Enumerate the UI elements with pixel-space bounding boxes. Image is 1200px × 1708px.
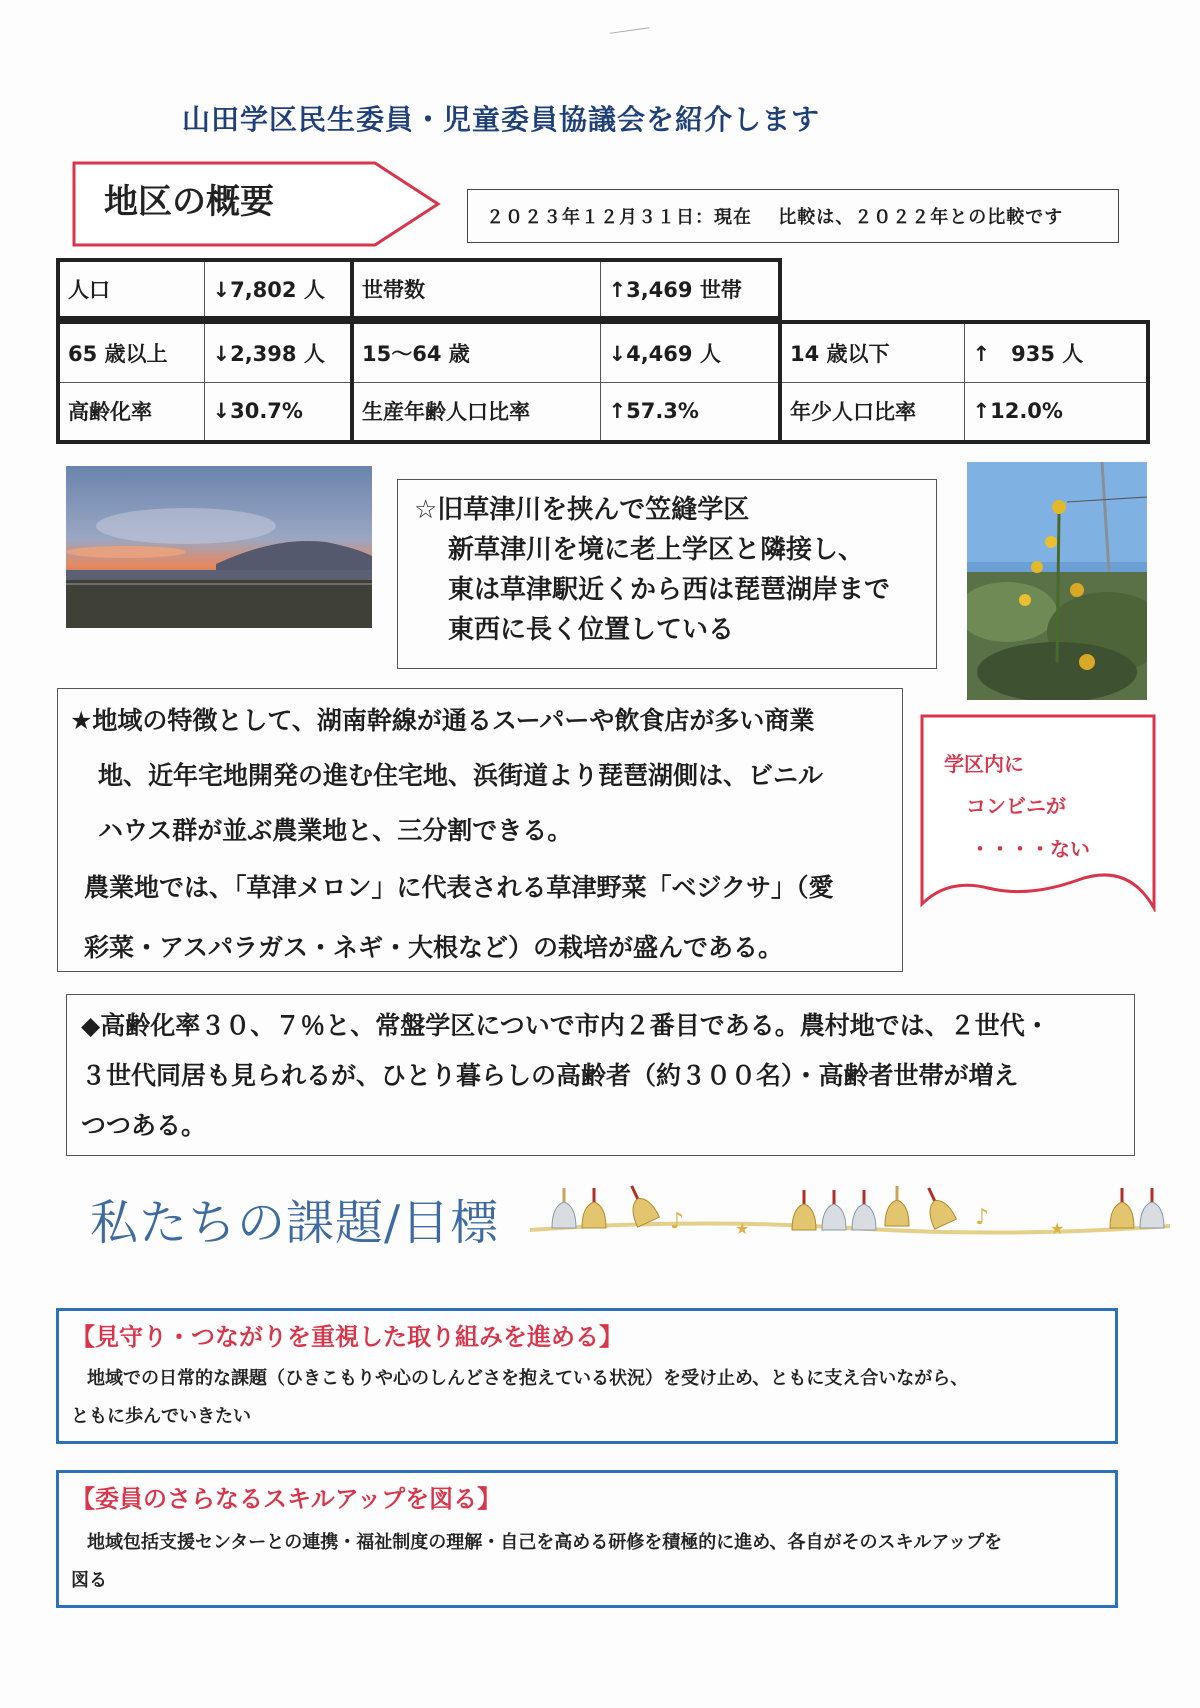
stat-label-under14: 14 歳以下 bbox=[780, 322, 964, 382]
feature-line-1: ★地域の特徴として、湖南幹線が通るスーパーや飲食店が多い商業 bbox=[70, 706, 815, 735]
location-note bbox=[397, 479, 937, 669]
stat-label-population: 人口 bbox=[58, 260, 204, 318]
stat-value-youth-ratio: ↑12.0% bbox=[964, 382, 1148, 442]
stat-value-population: ↓7,802 人 bbox=[204, 260, 352, 318]
aging-line-1: ◆高齢化率３０、７％と、常盤学区についで市内２番目である。農村地では、２世代・ bbox=[81, 1011, 1050, 1040]
date-note: ２０２３年１２月３１日：現在 比較は、２０２２年との比較です bbox=[467, 189, 1119, 243]
goal-body-2-line-2: 図る bbox=[71, 1570, 107, 1591]
stat-label-65plus: 65 歳以上 bbox=[58, 322, 204, 382]
location-line-1: ☆旧草津川を挟んで笠縫学区 bbox=[414, 495, 750, 525]
page-title: 山田学区民生委員・児童委員協議会を紹介します bbox=[182, 103, 821, 136]
stats-table-top bbox=[56, 258, 782, 320]
sunset-photo bbox=[66, 466, 372, 628]
feature-line-5: 彩菜・アスパラガス・ネギ・大根など）の栽培が盛んである。 bbox=[84, 933, 784, 962]
goal-heading-1: 【見守り・つながりを重視した取り組みを進める】 bbox=[71, 1323, 623, 1351]
music-note-icon: ♪ bbox=[975, 1205, 990, 1230]
aging-line-2: ３世代同居も見られるが、ひとり暮らしの高齢者（約３００名）・高齢者世帯が増え bbox=[81, 1061, 1019, 1090]
goals-title: 私たちの課題/目標 bbox=[90, 1195, 500, 1251]
stat-label-households: 世帯数 bbox=[352, 260, 600, 318]
star-icon: ★ bbox=[1050, 1219, 1065, 1238]
sunflower-photo bbox=[967, 462, 1147, 700]
stat-value-15to64: ↓4,469 人 bbox=[600, 322, 780, 382]
goal-body-1-line-2: ともに歩んでいきたい bbox=[71, 1406, 251, 1427]
bell-icon bbox=[582, 1188, 606, 1228]
callout-line-1: 学区内に bbox=[944, 752, 1024, 776]
bell-icon bbox=[1140, 1188, 1164, 1228]
bell-icon bbox=[1110, 1188, 1134, 1228]
bell-icon bbox=[852, 1190, 876, 1230]
goal-box-2 bbox=[56, 1470, 1118, 1608]
callout-line-2: コンビニが bbox=[966, 794, 1066, 818]
stat-value-working-age-ratio: ↑57.3% bbox=[600, 382, 780, 442]
feature-box bbox=[57, 688, 903, 972]
stat-value-under14: ↑ 935 人 bbox=[964, 322, 1148, 382]
bell-icon bbox=[918, 1183, 957, 1229]
stats-table-bottom bbox=[56, 320, 1150, 444]
goal-body-1-line-1: 地域での日常的な課題（ひきこもりや心のしんどさを抱えている状況）を受け止め、ともに支え合いながら、 bbox=[87, 1368, 969, 1389]
feature-line-2: 地、近年宅地開発の進む住宅地、浜街道より琵琶湖側は、ビニル bbox=[98, 761, 824, 790]
feature-line-3: ハウス群が並ぶ農業地と、三分割できる。 bbox=[98, 816, 573, 845]
bell-icon bbox=[552, 1188, 576, 1228]
bell-icon bbox=[822, 1190, 846, 1230]
bells-decoration-icon bbox=[530, 1178, 1170, 1248]
location-line-4: 東西に長く位置している bbox=[448, 615, 735, 645]
stat-label-aging-rate: 高齢化率 bbox=[58, 382, 204, 442]
music-note-icon: ♪ bbox=[670, 1209, 685, 1234]
section-label: 地区の概要 bbox=[104, 182, 274, 222]
feature-line-4: 農業地では、「草津メロン」に代表される草津野菜「ベジクサ」（愛 bbox=[84, 873, 834, 902]
stat-label-working-age-ratio: 生産年齢人口比率 bbox=[352, 382, 600, 442]
bell-icon bbox=[621, 1181, 660, 1227]
goal-body-2-line-1: 地域包括支援センターとの連携・福祉制度の理解・自己を高める研修を積極的に進め、各自がそのスキルアップを bbox=[87, 1532, 1003, 1553]
location-line-2: 新草津川を境に老上学区と隣接し、 bbox=[448, 535, 865, 565]
aging-line-3: つつある。 bbox=[81, 1111, 207, 1140]
stat-value-aging-rate: ↓30.7% bbox=[204, 382, 352, 442]
aging-box bbox=[66, 994, 1135, 1156]
stat-value-households: ↑3,469 世帯 bbox=[600, 260, 780, 318]
scan-mark bbox=[610, 27, 651, 39]
star-icon: ★ bbox=[735, 1219, 750, 1238]
goal-box-1 bbox=[56, 1308, 1118, 1444]
stat-label-youth-ratio: 年少人口比率 bbox=[780, 382, 964, 442]
goal-heading-2: 【委員のさらなるスキルアップを図る】 bbox=[71, 1485, 502, 1513]
bell-icon bbox=[792, 1190, 816, 1230]
bell-icon bbox=[885, 1186, 909, 1226]
location-line-3: 東は草津駅近くから西は琵琶湖岸まで bbox=[448, 575, 891, 605]
callout-line-3: ・・・・ない bbox=[970, 837, 1090, 861]
stat-label-15to64: 15～64 歳 bbox=[352, 322, 600, 382]
stat-value-65plus: ↓2,398 人 bbox=[204, 322, 352, 382]
